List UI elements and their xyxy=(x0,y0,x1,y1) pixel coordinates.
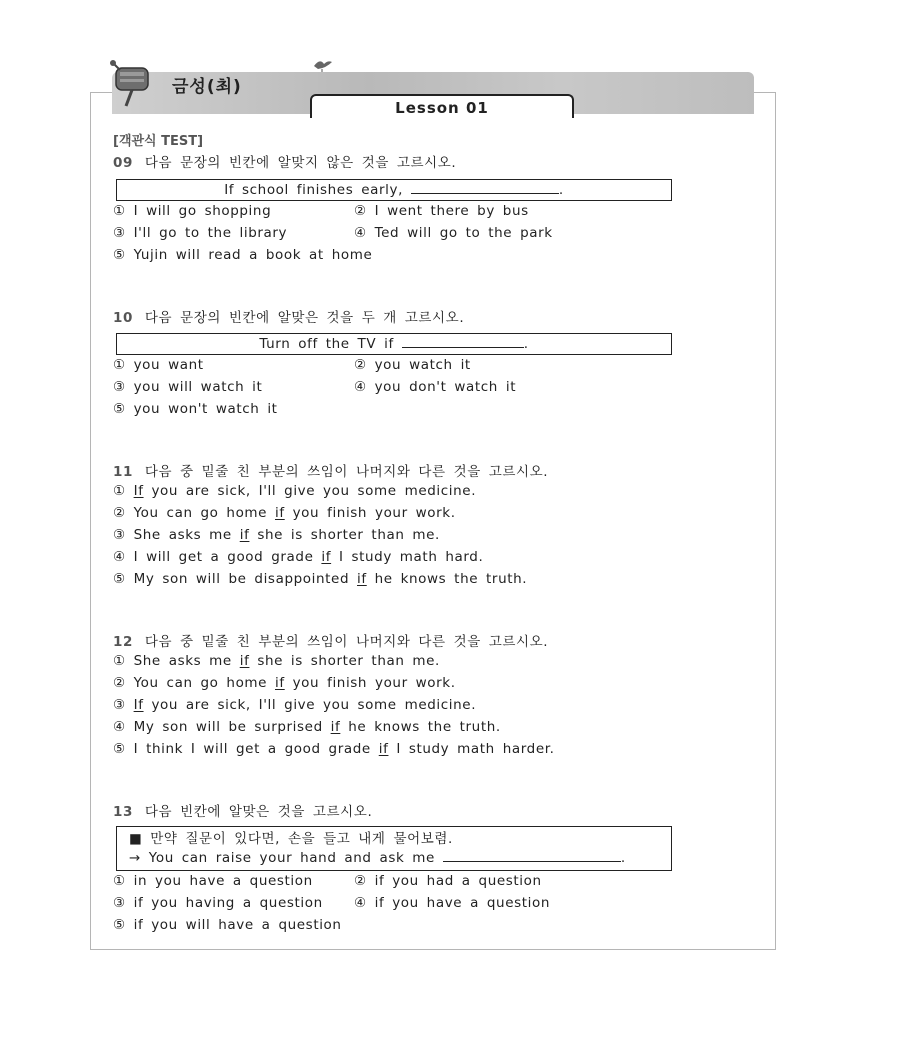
question-10 xyxy=(113,306,464,326)
option: ② You can go home if you finish your work. xyxy=(113,675,456,691)
option: ③ I'll go to the library xyxy=(113,225,288,241)
option: ⑤ My son will be disappointed if he knows the truth. xyxy=(113,571,528,587)
answer-blank xyxy=(411,181,559,194)
question-number: 11 xyxy=(113,464,133,480)
option: ④ if you have a question xyxy=(354,895,550,911)
question-10-box xyxy=(116,333,672,355)
option: ③ She asks me if she is shorter than me. xyxy=(113,527,440,543)
option: ⑤ you won't watch it xyxy=(113,401,278,417)
option: ④ My son will be surprised if he knows the truth. xyxy=(113,719,501,735)
answer-blank xyxy=(443,849,621,862)
page-frame xyxy=(90,92,776,950)
question-text: 다음 중 밑줄 친 부분의 쓰임이 나머지와 다른 것을 고르시오. xyxy=(144,634,549,650)
question-number: 10 xyxy=(113,310,133,326)
question-12 xyxy=(113,630,548,650)
option: ② You can go home if you finish your work. xyxy=(113,505,456,521)
question-13-box xyxy=(116,826,672,871)
box-sentence: Turn off the TV if xyxy=(259,336,394,352)
question-09 xyxy=(113,151,456,171)
option: ⑤ I think I will get a good grade if I study math harder. xyxy=(113,741,555,757)
option: ① you want xyxy=(113,357,204,373)
question-09-box xyxy=(116,179,672,201)
question-number: 09 xyxy=(113,155,133,171)
option: ① She asks me if she is shorter than me. xyxy=(113,653,440,669)
option: ③ you will watch it xyxy=(113,379,263,395)
option: ④ you don't watch it xyxy=(354,379,517,395)
option: ④ Ted will go to the park xyxy=(354,225,553,241)
section-label: [객관식 TEST] xyxy=(113,134,204,149)
option: ② if you had a question xyxy=(354,873,542,889)
option: ③ if you having a question xyxy=(113,895,323,911)
question-number: 13 xyxy=(113,804,133,820)
option: ⑤ Yujin will read a book at home xyxy=(113,247,373,263)
question-13 xyxy=(113,800,372,820)
box-end: . xyxy=(523,336,529,352)
option: ② I went there by bus xyxy=(354,203,529,219)
mailbox-mascot-icon xyxy=(108,58,156,108)
option: ② you watch it xyxy=(354,357,471,373)
question-11 xyxy=(113,460,548,480)
option: ⑤ if you will have a question xyxy=(113,917,342,933)
box-sentence: If school finishes early, xyxy=(224,182,403,198)
korean-prompt: ■ 만약 질문이 있다면, 손을 들고 내게 물어보렴. xyxy=(129,831,453,847)
option: ④ I will get a good grade if I study math hard. xyxy=(113,549,484,565)
answer-blank xyxy=(402,335,524,348)
option: ① If you are sick, I'll give you some medicine. xyxy=(113,483,477,499)
option: ③ If you are sick, I'll give you some medicine. xyxy=(113,697,477,713)
english-prompt: → You can raise your hand and ask me . xyxy=(129,850,626,866)
question-text: 다음 중 밑줄 친 부분의 쓰임이 나머지와 다른 것을 고르시오. xyxy=(144,464,549,480)
option: ① I will go shopping xyxy=(113,203,272,219)
lesson-title: Lesson 01 xyxy=(310,94,574,118)
publisher-title: 금성(최) xyxy=(172,77,242,97)
question-text: 다음 빈칸에 알맞은 것을 고르시오. xyxy=(144,804,373,820)
question-text: 다음 문장의 빈칸에 알맞지 않은 것을 고르시오. xyxy=(144,155,457,171)
question-text: 다음 문장의 빈칸에 알맞은 것을 두 개 고르시오. xyxy=(144,310,465,326)
box-end: . xyxy=(558,182,564,198)
bird-icon xyxy=(312,56,334,72)
option: ① in you have a question xyxy=(113,873,313,889)
question-number: 12 xyxy=(113,634,133,650)
